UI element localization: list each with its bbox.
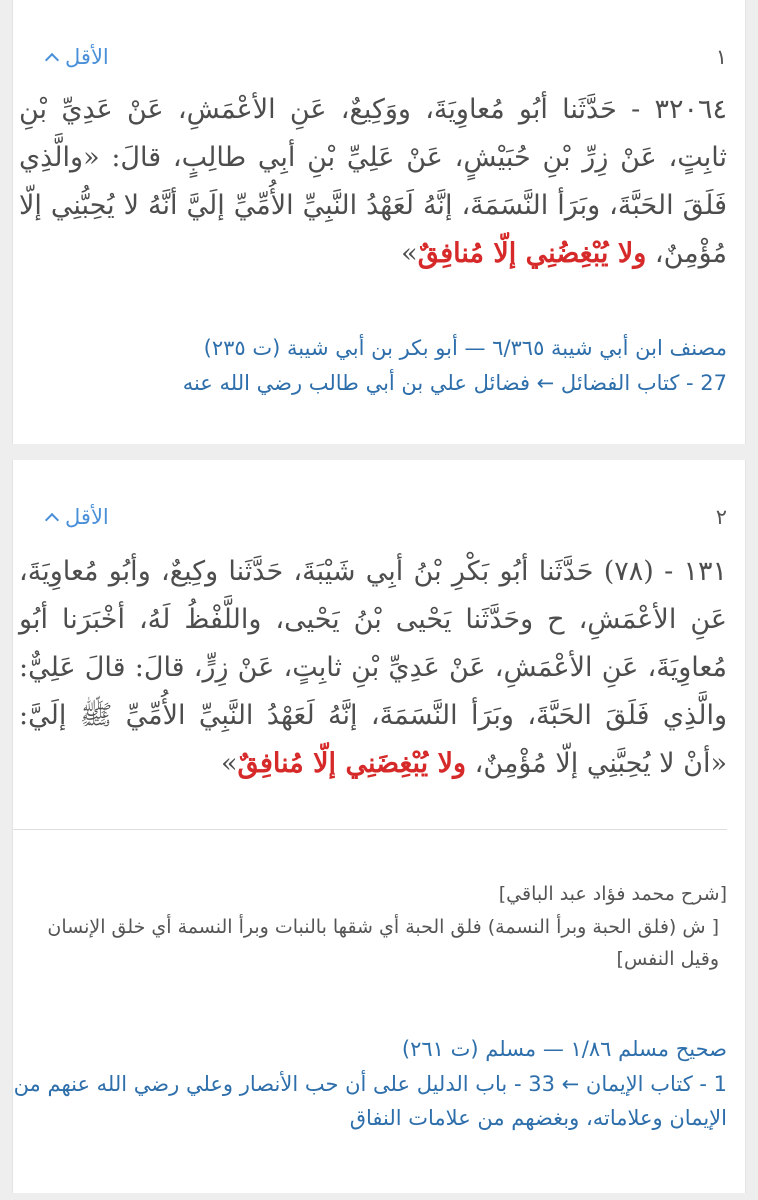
result-number-2: ٢ xyxy=(715,505,727,529)
commentary-title: [شرح محمد فؤاد عبد الباقي] xyxy=(498,883,727,905)
collapse-button-2[interactable] xyxy=(47,500,109,534)
chevron-up-icon xyxy=(45,513,59,527)
result-header-1 xyxy=(13,40,745,76)
chapter-link-2[interactable]: 1 - كتاب الإيمان ← 33 - باب الدليل على أن حب الأنصار وعلي رضي الله عنهم من الإيمان وعلاماته، وبغضهم من علامات النفاق xyxy=(13,1071,727,1131)
source-link-2[interactable]: صحيح مسلم ١/٨٦ — مسلم (ت ٢٦١) xyxy=(401,1037,727,1061)
hadith-highlight-2: ولا يُبْغِضَنِي إلّا مُنافِقٌ xyxy=(237,748,467,780)
divider xyxy=(13,829,727,830)
collapse-label-1: الأقل xyxy=(65,45,109,69)
hadith-text-1 xyxy=(13,86,727,278)
hadith-highlight-1: ولا يُبْغِضُنِي إلّا مُنافِقٌ xyxy=(417,238,647,270)
result-card-2 xyxy=(12,460,746,1193)
hadith-main-text-1: ٣٢٠٦٤ - حَدَّثَنا أبُو مُعاوِيَةَ، ووَكِيعٌ، عَنِ الأعْمَشِ، عَنْ عَدِيِّ بْنِ ثابِتٍ، عَنْ زِرِّ بْنِ حُبَيْشٍ، عَنْ عَلِيِّ بْنِ أبِي طالِبٍ، قالَ: «والَّذِي فَلَقَ الحَبَّةَ، وبَرَأ النَّسَمَةَ، إنَّهُ لَعَهْدُ النَّبِيِّ الأُمِّيِّ إلَيَّ أنَّهُ لا يُحِبُّنِي إلّا مُؤْمِنٌ، xyxy=(19,94,727,270)
commentary-block xyxy=(13,878,727,976)
result-header-2 xyxy=(13,500,745,536)
hadith-text-2 xyxy=(13,548,727,788)
collapse-button-1[interactable] xyxy=(47,40,109,74)
result-number-1: ١ xyxy=(715,45,727,69)
source-block-1 xyxy=(13,331,727,400)
source-link-1[interactable]: مصنف ابن أبي شيبة ٦/٣٦٥ — أبو بكر بن أبي شيبة (ت ٢٣٥) xyxy=(203,336,727,360)
hadith-main-text-2: ١٣١ - (٧٨) حَدَّثَنا أبُو بَكْرِ بْنُ أبِي شَيْبَةَ، حَدَّثَنا وكِيعٌ، وأبُو مُعاوِيَةَ، عَنِ الأعْمَشِ، ح وحَدَّثَنا يَحْيى بْنُ يَحْيى، واللَّفْظُ لَهُ، أخْبَرَنا أبُو مُعاوِيَةَ، عَنِ الأعْمَشِ، عَنْ عَدِيِّ بْنِ ثابِتٍ، عَنْ زِرٍّ، قالَ: قالَ عَلِيٌّ: والَّذِي فَلَقَ الحَبَّةَ، وبَرَأ النَّسَمَةَ، إنَّهُ لَعَهْدُ النَّبِيِّ الأُمِّيِّ ﷺ إلَيَّ: «أنْ لا يُحِبَّنِي إلّا مُؤْمِنٌ، xyxy=(19,556,728,780)
hadith-end-1: » xyxy=(401,238,418,270)
commentary-text: [ ش (فلق الحبة وبرأ النسمة) فلق الحبة أي شقها بالنبات وبرأ النسمة أي خلق الإنسان وقيل النفس] xyxy=(47,915,719,971)
collapse-label-2: الأقل xyxy=(65,505,109,529)
hadith-end-2: » xyxy=(220,748,238,780)
source-block-2 xyxy=(13,1032,727,1136)
result-card-1 xyxy=(12,0,746,444)
chapter-link-1[interactable]: 27 - كتاب الفضائل ← فضائل علي بن أبي طالب رضي الله عنه xyxy=(182,370,727,395)
chevron-up-icon xyxy=(45,53,59,67)
